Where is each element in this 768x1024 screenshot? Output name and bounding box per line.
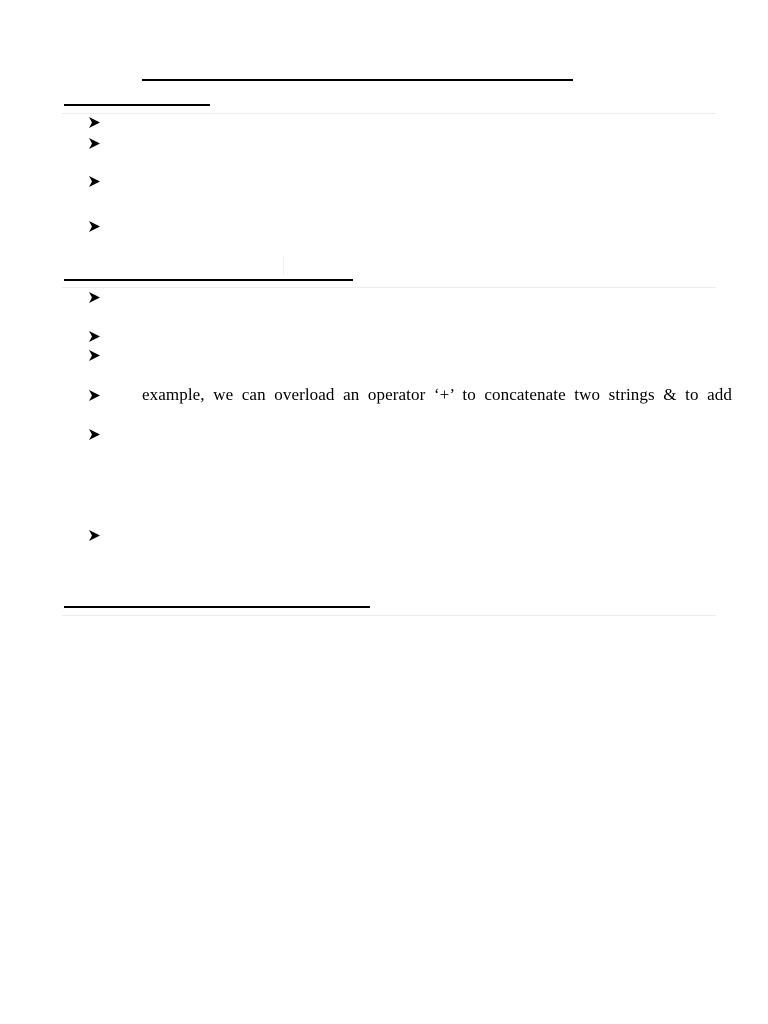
section-1-bullet-1 <box>88 116 102 130</box>
section-1-heading-underline <box>64 104 210 106</box>
section-2-divider <box>62 287 716 288</box>
section-3-divider <box>62 615 716 616</box>
section-2-bullet-5 <box>88 428 102 442</box>
section-2-bullet-4 <box>88 389 102 403</box>
section-1-bullet-2 <box>88 137 102 151</box>
section-1-divider <box>62 113 716 114</box>
arrowhead-bullet-icon <box>88 291 101 304</box>
section-2-bullet-2 <box>88 330 102 344</box>
arrowhead-bullet-icon <box>88 529 101 542</box>
arrowhead-bullet-icon <box>88 220 101 233</box>
title-underline <box>142 79 573 81</box>
section-2-bullet-3 <box>88 349 102 363</box>
arrowhead-bullet-icon <box>88 428 101 441</box>
arrowhead-bullet-icon <box>88 330 101 343</box>
arrowhead-bullet-icon <box>88 116 101 129</box>
arrowhead-bullet-icon <box>88 389 101 402</box>
section-1-bullet-3 <box>88 175 102 189</box>
section-2-bullet-1 <box>88 291 102 305</box>
arrowhead-bullet-icon <box>88 175 101 188</box>
section-2-heading-underline <box>64 279 353 281</box>
arrowhead-bullet-icon <box>88 137 101 150</box>
section-3-heading-underline <box>64 606 370 608</box>
section-2-bullet-4-text: example, we can overload an operator ‘+’ to concatenate two strings & to add <box>142 385 732 404</box>
faint-artifact <box>283 256 284 276</box>
section-1-bullet-4 <box>88 220 102 234</box>
section-2-bullet-6 <box>88 529 102 543</box>
arrowhead-bullet-icon <box>88 349 101 362</box>
